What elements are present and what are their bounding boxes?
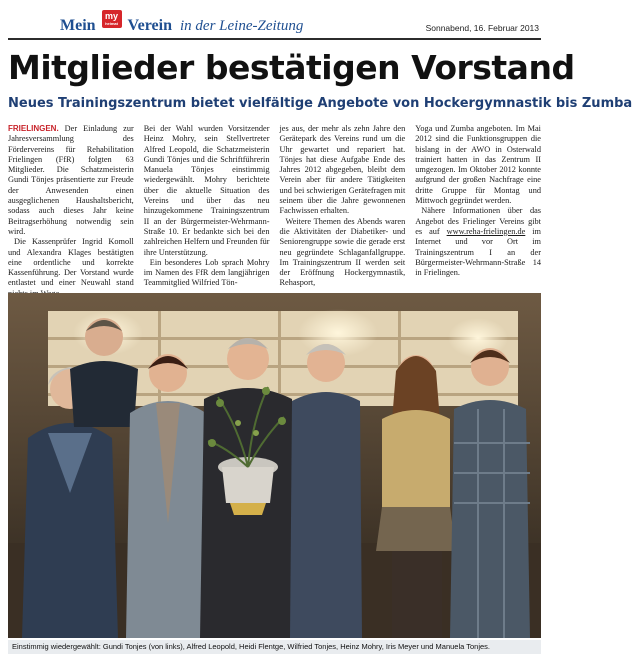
column-1 xyxy=(8,124,134,299)
issue-date: Sonnabend, 16. Februar 2013 xyxy=(425,23,539,33)
column-3 xyxy=(280,124,406,299)
subheadline: Neues Trainingszentrum bietet vielfältige Angebote von Hockergymnastik bis Zumba xyxy=(8,96,632,111)
photo-caption: Einstimmig wiedergewählt: Gundi Tonjes (von links), Alfred Leopold, Heidi Flentge, Wilfried Tonjes, Heinz Mohry, Iris Meyer und Manuela Tonjes. xyxy=(8,640,541,654)
paragraph: Nähere Informationen über das Angebot des Frielinger Vereins gibt es auf www.reha-frielingen.de im Internet und vor Ort im Trainingszentrum I an der Bürgermeister-Wehrmann-Straße 14 in Frielingen. xyxy=(415,206,541,278)
brand-word-mein: Mein xyxy=(60,17,96,34)
group-photo xyxy=(8,293,541,638)
column-2 xyxy=(144,124,270,299)
article-body xyxy=(8,124,541,299)
my-heimat-badge: my heimat xyxy=(102,10,122,28)
paragraph: Bei der Wahl wurden Vorsitzender Heinz Mohry, sein Stellvertreter Alfred Leopold, die Schatzmeisterin Gundi Tönjes und die Schriftführerin Manuela Tönjes einstimmig wiedergewählt. Mohry berichtete über die aktuelle Situation des Vereins und über das neu hinzugekommene Trainingszentrum II an der Bürgermeister-Wehrmann-Straße 10. Er bedankte sich bei den zahlreichen Helfern und Freunden für ihre Unterstützung. xyxy=(143,124,270,257)
website-link[interactable]: www.reha-frielingen.de xyxy=(446,226,526,236)
paragraph: Die Kassenprüfer Ingrid Komoll und Alexandra Klages bestätigten eine ordentliche und korrekte Kassenführung. Der Vorstand wurde entlastet und einer Neuwahl stand xyxy=(8,237,134,288)
masthead xyxy=(8,5,541,38)
paragraph: Yoga und Zumba angeboten. Im Mai 2012 sind die Funktionsgruppen die bislang in der AWO in Osterwald trainiert hatten in das Zentrum II umgezogen. Im Oktober 2012 konnte aufgrund der großen Nachfrage eine dritte Gruppe für Montag und Mittwoch gegründet werden. xyxy=(415,124,541,206)
paragraph: jes aus, der mehr als zehn Jahre den Gerätepark des Vereins rund um die Uhr gewartet und repariert hat. Tönjes hat diese Aufgabe Ende des Jahres 2012 abgegeben, bleibt dem Verein aber für andere Tätigkeiten und bei schwierigen Gerätefragen mit seinem über die Jahre gewonnenen Fachwissen erhalten. xyxy=(279,124,406,216)
column-4 xyxy=(415,124,541,299)
headline: Mitglieder bestätigen Vorstand xyxy=(8,48,575,87)
masthead-rule xyxy=(8,38,541,40)
brand-word-verein: Verein xyxy=(127,17,172,34)
paragraph: Weitere Themen des Abends waren die Aktivitäten der Diabetiker- und Seniorengruppe sowie die gerade erst neu gegründete Schlaganfallgruppe. Im Trainingszentrum II werden seit der Eröffnung Hockergymnastik, Rehasport, xyxy=(279,216,406,288)
paragraph: Ein besonderes Lob sprach Mohry im Namen des FfR dem langjährigen Teammitglied Wilfried Tön- xyxy=(143,257,270,288)
paragraph: FRIELINGEN. Der Einladung zur Jahresversammlung des Fördervereins für Rehabilitation Frielingen (FfR) folgten 63 Mitglieder. Die Schatzmeisterin Gundi Tönjes präsentierte zur Freude der Anwesenden einen ausgeglichenen Haushaltsbericht, sodass auch dieses Jahr keine Beitragserhöhung notwendig sein wird. xyxy=(8,124,134,236)
brand-subtitle: in der Leine-Zeitung xyxy=(180,18,304,34)
brand-logo xyxy=(60,11,304,35)
dateline-location: FRIELINGEN. xyxy=(8,124,59,133)
